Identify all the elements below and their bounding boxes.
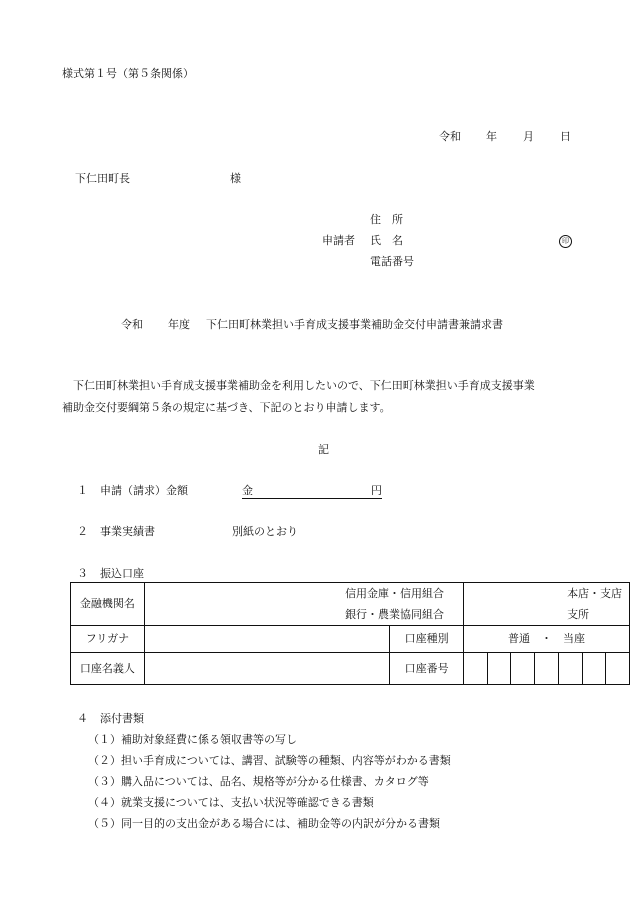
item-2-value: 別紙のとおり (232, 525, 298, 538)
branch-line-2: 支所 (567, 607, 590, 621)
item-4-number: ４ (77, 712, 88, 725)
attachment-item: （５）同一目的の支出金がある場合には、補助金等の内訳が分かる書類 (88, 817, 440, 830)
item-2-label: 事業実績書 (100, 525, 155, 538)
account-holder-field[interactable] (144, 653, 389, 685)
account-type-label: 口座種別 (390, 626, 464, 653)
account-number-label: 口座番号 (390, 653, 464, 685)
item-1-number: １ (77, 484, 88, 497)
institution-type-line-2: 銀行・農業協同組合 (345, 607, 445, 621)
date-day: 日 (560, 130, 571, 143)
applicant-address-label: 住 所 (370, 213, 403, 226)
digit-box[interactable] (558, 653, 582, 684)
title-year-label: 年度 (168, 318, 190, 331)
item-3-number: ３ (77, 567, 88, 580)
attachment-item: （２）担い手育成については、講習、試験等の種類、内容等がわかる書類 (88, 754, 451, 767)
form-number: 様式第１号（第５条関係） (62, 67, 194, 80)
applicant-label: 申請者 (322, 234, 355, 247)
branch-line-1: 本店・支店 (567, 586, 623, 600)
account-holder-label: 口座名義人 (71, 653, 145, 685)
item-4-label: 添付書類 (100, 712, 144, 725)
institution-type[interactable] (144, 583, 463, 626)
digit-box[interactable] (582, 653, 606, 684)
digit-box[interactable] (510, 653, 534, 684)
title-era: 令和 (121, 318, 143, 331)
branch-type[interactable] (464, 583, 630, 626)
institution-label: 金融機関名 (71, 583, 145, 626)
furigana-label: フリガナ (71, 626, 145, 653)
applicant-name-label: 氏 名 (370, 234, 403, 247)
digit-box[interactable] (605, 653, 629, 684)
amount-field[interactable] (242, 484, 382, 499)
bank-account-table (70, 582, 630, 685)
seal-icon: 印 (559, 235, 572, 248)
account-type-options[interactable]: 普通 ・ 当座 (464, 626, 630, 653)
body-line-1: 下仁田町林業担い手育成支援事業補助金を利用したいので、下仁田町林業担い手育成支援事業 (73, 379, 535, 392)
date-month: 月 (523, 130, 534, 143)
amount-suffix: 円 (371, 484, 382, 497)
digit-box[interactable] (534, 653, 558, 684)
body-line-2: 補助金交付要綱第５条の規定に基づき、下記のとおり申請します。 (62, 401, 391, 414)
account-number-field[interactable] (464, 653, 630, 685)
attachment-item: （４）就業支援については、支払い状況等確認できる書類 (88, 796, 374, 809)
digit-box[interactable] (464, 653, 487, 684)
ki-heading: 記 (318, 443, 329, 456)
institution-type-line-1: 信用金庫・信用組合 (345, 586, 445, 600)
digit-box[interactable] (487, 653, 511, 684)
title-text: 下仁田町林業担い手育成支援事業補助金交付申請書兼請求書 (206, 318, 503, 331)
addressee-honorific: 様 (230, 172, 241, 185)
date-era: 令和 (439, 130, 461, 143)
applicant-phone-label: 電話番号 (370, 255, 414, 268)
item-1-label: 申請（請求）金額 (100, 484, 188, 497)
item-2-number: ２ (77, 525, 88, 538)
amount-prefix: 金 (242, 484, 253, 497)
addressee-name: 下仁田町長 (75, 172, 130, 185)
furigana-field[interactable] (144, 626, 389, 653)
item-3-label: 振込口座 (100, 567, 144, 580)
account-number-boxes (464, 653, 629, 684)
attachment-item: （１）補助対象経費に係る領収書等の写し (88, 733, 297, 746)
date-year: 年 (486, 130, 497, 143)
attachment-item: （３）購入品については、品名、規格等が分かる仕様書、カタログ等 (88, 775, 429, 788)
